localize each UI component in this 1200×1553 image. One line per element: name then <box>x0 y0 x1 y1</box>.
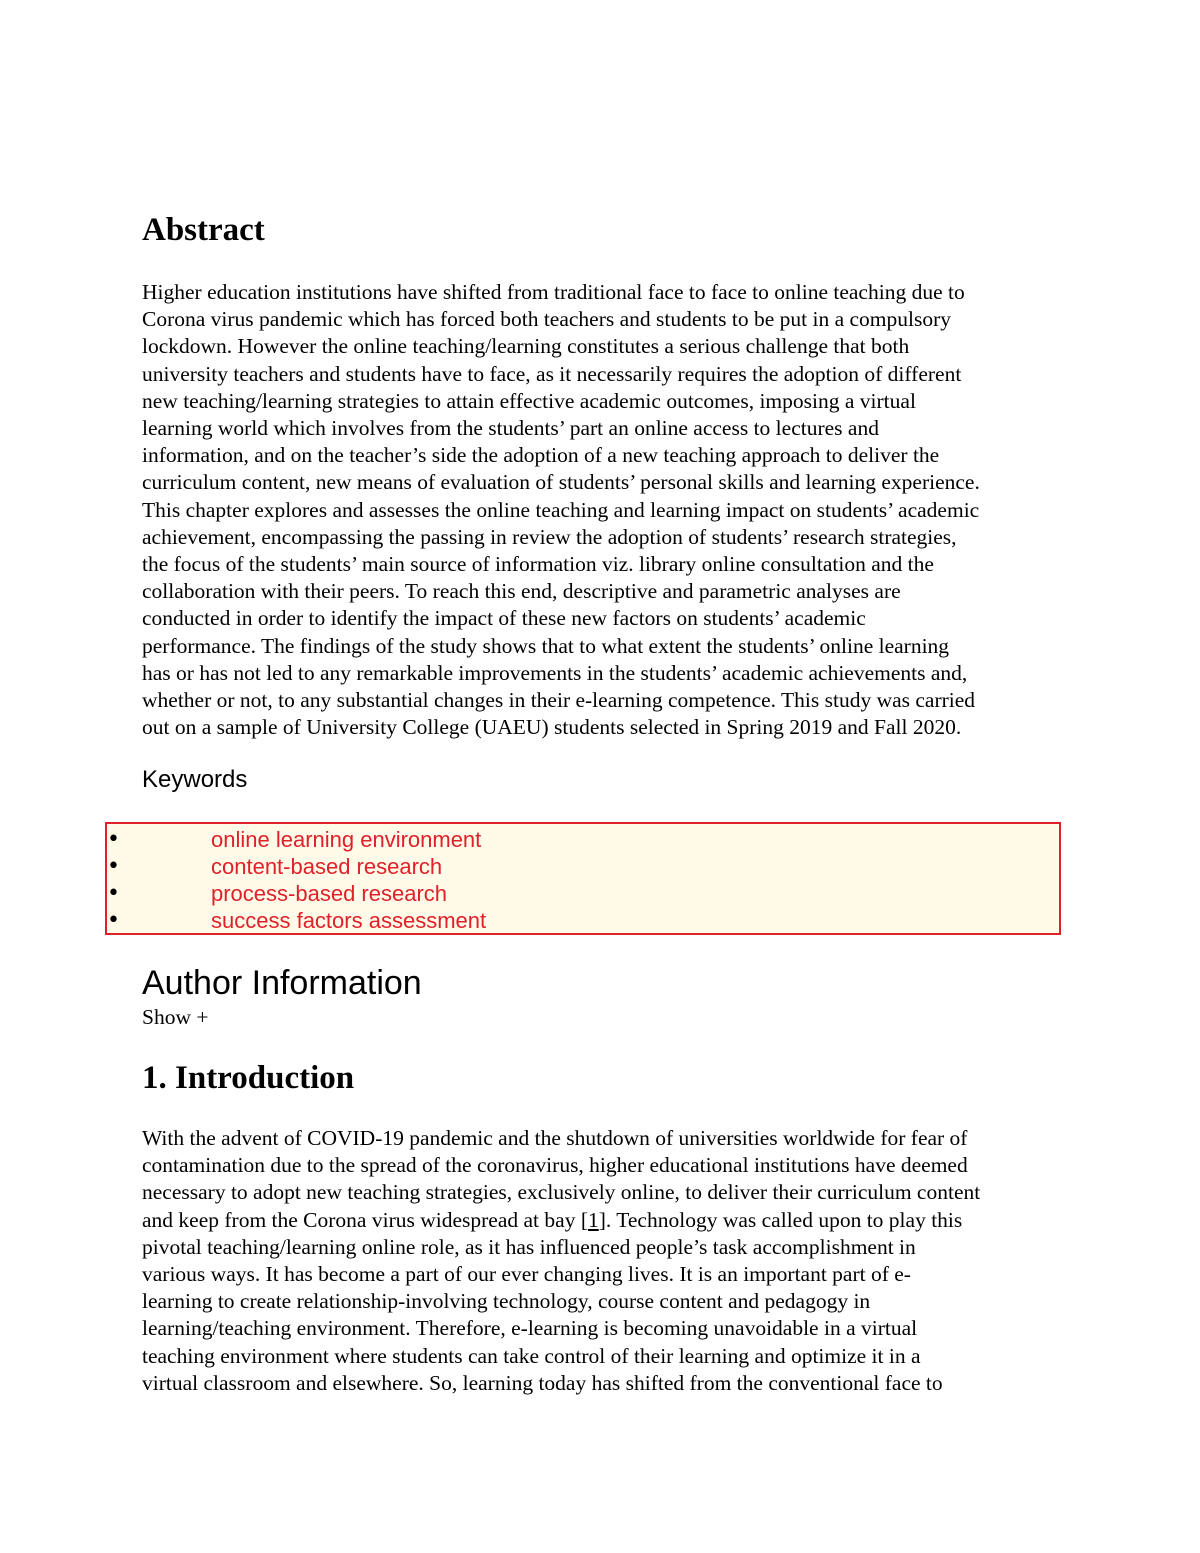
keyword-label[interactable]: content-based research <box>211 854 443 879</box>
keyword-label[interactable]: success factors assessment <box>211 908 487 933</box>
introduction-line: learning to create relationship-involving technology, course content and pedagogy in <box>142 1289 871 1314</box>
introduction-body <box>142 1125 1067 1397</box>
bullet-icon: • <box>107 827 120 852</box>
keyword-label[interactable]: process-based research <box>211 881 448 906</box>
introduction-line: contamination due to the spread of the coronavirus, higher educational institutions have deemed <box>142 1153 968 1178</box>
introduction-line: various ways. It has become a part of our ever changing lives. It is an important part of e- <box>142 1262 911 1287</box>
abstract-line: has or has not led to any remarkable improvements in the students’ academic achievements and, <box>142 660 968 685</box>
bullet-icon: • <box>107 881 120 906</box>
author-info-show-toggle[interactable]: Show + <box>142 1005 209 1029</box>
abstract-line: This chapter explores and assesses the online teaching and learning impact on students’ academic <box>142 497 980 522</box>
introduction-heading: 1. Introduction <box>142 1060 355 1096</box>
keyword-list-item <box>107 880 1059 907</box>
citation-line-prefix: and keep from the Corona virus widespread at bay [ <box>142 1207 588 1232</box>
abstract-line: collaboration with their peers. To reach this end, descriptive and parametric analyses are <box>142 579 901 604</box>
keywords-heading: Keywords <box>142 766 248 793</box>
keyword-list-item <box>107 826 1059 853</box>
abstract-line: performance. The findings of the study shows that to what extent the students’ online learning <box>142 633 950 658</box>
abstract-line: new teaching/learning strategies to attain effective academic outcomes, imposing a virtual <box>142 388 916 413</box>
introduction-line: pivotal teaching/learning online role, as it has influenced people’s task accomplishment in <box>142 1234 916 1259</box>
abstract-line: learning world which involves from the students’ part an online access to lectures and <box>142 416 879 441</box>
abstract-line: Higher education institutions have shifted from traditional face to face to online teaching due to <box>142 280 965 304</box>
abstract-line: curriculum content, new means of evaluation of students’ personal skills and learning experience. <box>142 470 980 495</box>
abstract-line: the focus of the students’ main source of information viz. library online consultation and the <box>142 552 934 577</box>
abstract-line: achievement, encompassing the passing in review the adoption of students’ research strategies, <box>142 524 957 549</box>
abstract-line: whether or not, to any substantial changes in their e-learning competence. This study was carried <box>142 688 976 713</box>
keyword-label[interactable]: online learning environment <box>211 827 482 852</box>
introduction-line: teaching environment where students can take control of their learning and optimize it in a <box>142 1343 921 1368</box>
author-information-heading: Author Information <box>142 964 422 1002</box>
bullet-icon: • <box>107 908 120 933</box>
introduction-line: learning/teaching environment. Therefore, e-learning is becoming unavoidable in a virtual <box>142 1316 918 1341</box>
abstract-body <box>142 279 1067 741</box>
citation-line-suffix: ]. Technology was called upon to play this <box>598 1207 963 1232</box>
abstract-line: university teachers and students have to face, as it necessarily requires the adoption of different <box>142 361 962 386</box>
abstract-line: Corona virus pandemic which has forced both teachers and students to be put in a compulsory <box>142 307 952 332</box>
introduction-line: With the advent of COVID-19 pandemic and the shutdown of universities worldwide for fear of <box>142 1126 968 1150</box>
bullet-icon: • <box>107 854 120 879</box>
abstract-line: lockdown. However the online teaching/learning constitutes a serious challenge that both <box>142 334 910 359</box>
introduction-line-with-citation <box>142 1207 1067 1234</box>
keyword-list-item <box>107 853 1059 880</box>
abstract-line: information, and on the teacher’s side the adoption of a new teaching approach to deliver the <box>142 443 940 468</box>
keywords-highlight-box <box>105 822 1061 935</box>
abstract-line: out on a sample of University College (UAEU) students selected in Spring 2019 and Fall 2020. <box>142 715 962 740</box>
abstract-heading: Abstract <box>142 212 265 248</box>
keyword-list-item <box>107 907 1059 934</box>
introduction-line: virtual classroom and elsewhere. So, learning today has shifted from the conventional face to <box>142 1370 943 1395</box>
introduction-line: necessary to adopt new teaching strategies, exclusively online, to deliver their curriculum content <box>142 1180 981 1205</box>
abstract-line: conducted in order to identify the impact of these new factors on students’ academic <box>142 606 866 631</box>
citation-link[interactable]: 1 <box>587 1207 599 1232</box>
